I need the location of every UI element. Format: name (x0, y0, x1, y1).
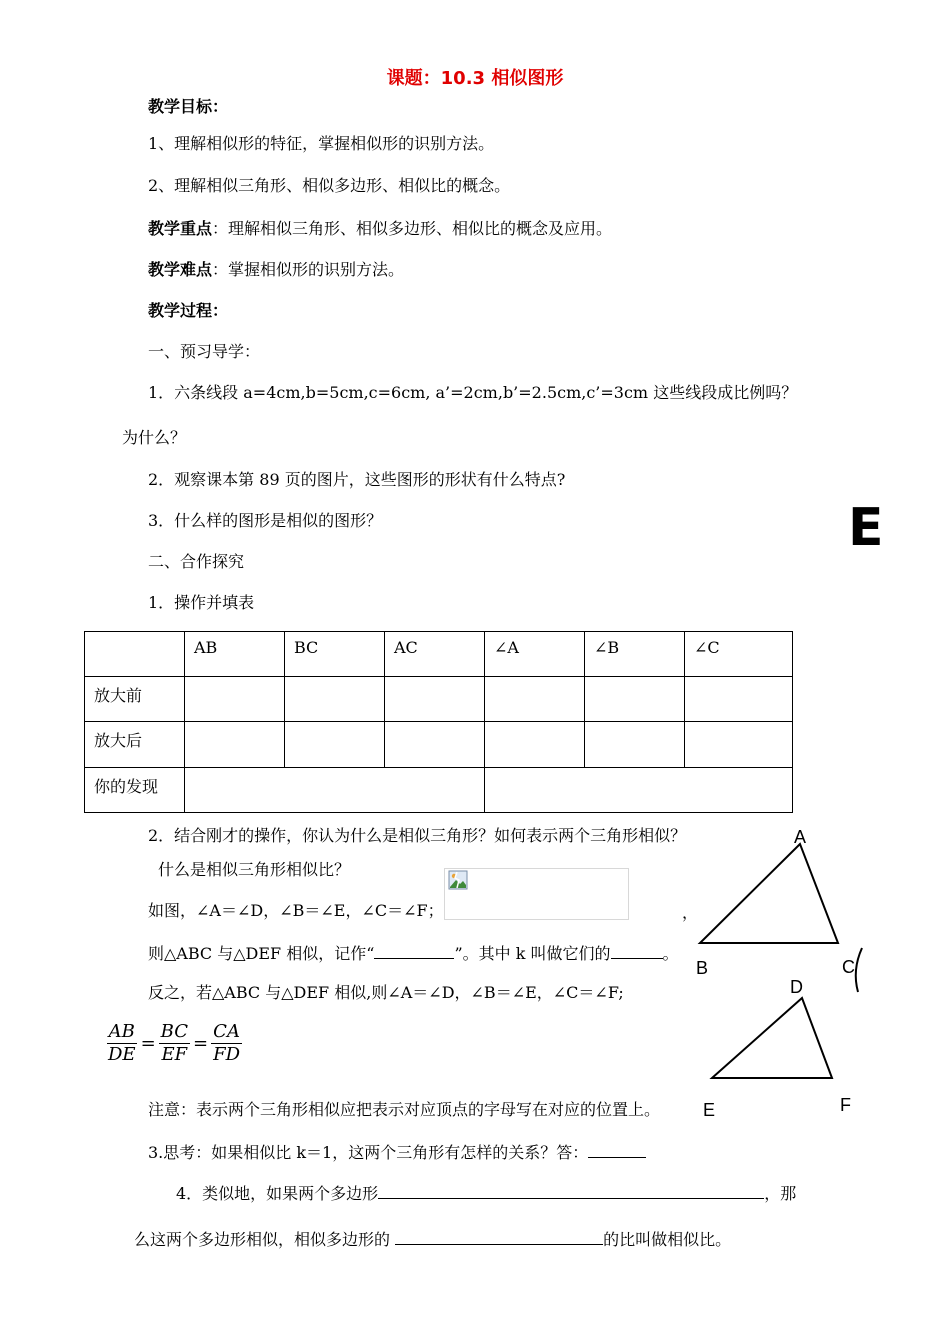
numerator: CA (213, 1021, 240, 1042)
step-1: 1．操作并填表 (148, 593, 255, 612)
question-3b-text: 3.思考：如果相似比 k＝1，这两个三角形有怎样的关系？答： (148, 1143, 589, 1162)
question-4-end: ，那 (764, 1184, 797, 1203)
process-heading: 教学过程： (148, 301, 229, 320)
numerator: BC (160, 1021, 189, 1042)
table-header-cell: BC (285, 632, 385, 677)
row-label-before: 放大前 (85, 677, 185, 722)
then-text-a: 则△ABC 与△DEF 相似，记作“ (148, 944, 375, 963)
then-text-c: 。 (662, 944, 679, 963)
section1-heading: 一、预习导学： (148, 342, 261, 361)
question-2b-line1: 2．结合刚才的操作，你认为什么是相似三角形？如何表示两个三角形相似？ (148, 826, 687, 845)
section2-heading: 二、合作探究 (148, 552, 245, 571)
objectives-heading: 教学目标： (148, 97, 229, 116)
row-label-finding: 你的发现 (85, 768, 185, 813)
triangle-abc (700, 844, 838, 943)
table-header-cell: AC (385, 632, 485, 677)
bracket-mark (856, 948, 862, 992)
question-3: 3．什么样的图形是相似的图形？ (148, 511, 383, 530)
page-title: 课题：10.3 相似图形 (386, 68, 564, 89)
table-header-cell: ∠A (485, 632, 585, 677)
label-c: C (842, 957, 855, 977)
converse-line: 反之，若△ABC 与△DEF 相似,则∠A＝∠D，∠B＝∠E，∠C＝∠F; (148, 983, 624, 1002)
objective-item-2: 2、理解相似三角形、相似多边形、相似比的概念。 (148, 176, 511, 195)
figure-comma: ， (682, 903, 699, 922)
note-line: 注意：表示两个三角形相似应把表示对应顶点的字母写在对应的位置上。 (148, 1100, 661, 1119)
denominator: EF (161, 1044, 188, 1065)
question-4-text-a: 么这两个多边形相似，相似多边形的 (134, 1230, 396, 1249)
question-4-text: 4．类似地，如果两个多边形 (176, 1184, 379, 1203)
triangle-def (712, 998, 832, 1078)
objective-item-1: 1、理解相似形的特征，掌握相似形的识别方法。 (148, 134, 495, 153)
difficulty-label: 教学难点 (148, 260, 213, 279)
numerator: AB (108, 1021, 135, 1042)
difficulty-text: ：掌握相似形的识别方法。 (212, 260, 405, 279)
denominator: FD (213, 1044, 241, 1065)
question-2b-line2: 什么是相似三角形相似比？ (158, 860, 351, 879)
label-f: F (840, 1095, 851, 1115)
key-point-text: ：理解相似三角形、相似多边形、相似比的概念及应用。 (212, 219, 613, 238)
question-1-line1: 1．六条线段 a=4cm,b=5cm,c=6cm, a’=2cm,b’=2.5cm,c’=3cm 这些线段成比例吗？ (148, 383, 798, 402)
denominator: DE (108, 1044, 136, 1065)
table-header-cell: ∠B (585, 632, 685, 677)
equals-sign: = (140, 1033, 156, 1054)
question-1-line2: 为什么？ (122, 428, 187, 447)
label-b: B (696, 958, 709, 978)
question-4-text-b: 的比叫做相似比。 (603, 1230, 732, 1249)
label-e: E (703, 1100, 716, 1120)
row-label-after: 放大后 (85, 722, 185, 768)
label-a: A (794, 827, 807, 847)
key-point-label: 教学重点 (148, 219, 213, 238)
label-d: D (790, 977, 803, 997)
table-header-cell: ∠C (685, 632, 793, 677)
figure-line-1: 如图，∠A＝∠D，∠B＝∠E，∠C＝∠F； (148, 901, 444, 920)
question-2: 2．观察课本第 89 页的图片，这些图形的形状有什么特点? (148, 470, 566, 489)
then-text-b: ”。其中 k 叫做它们的 (454, 944, 611, 963)
large-letter-e: E (848, 498, 884, 558)
table-header-cell: AB (185, 632, 285, 677)
equals-sign: = (193, 1033, 209, 1054)
